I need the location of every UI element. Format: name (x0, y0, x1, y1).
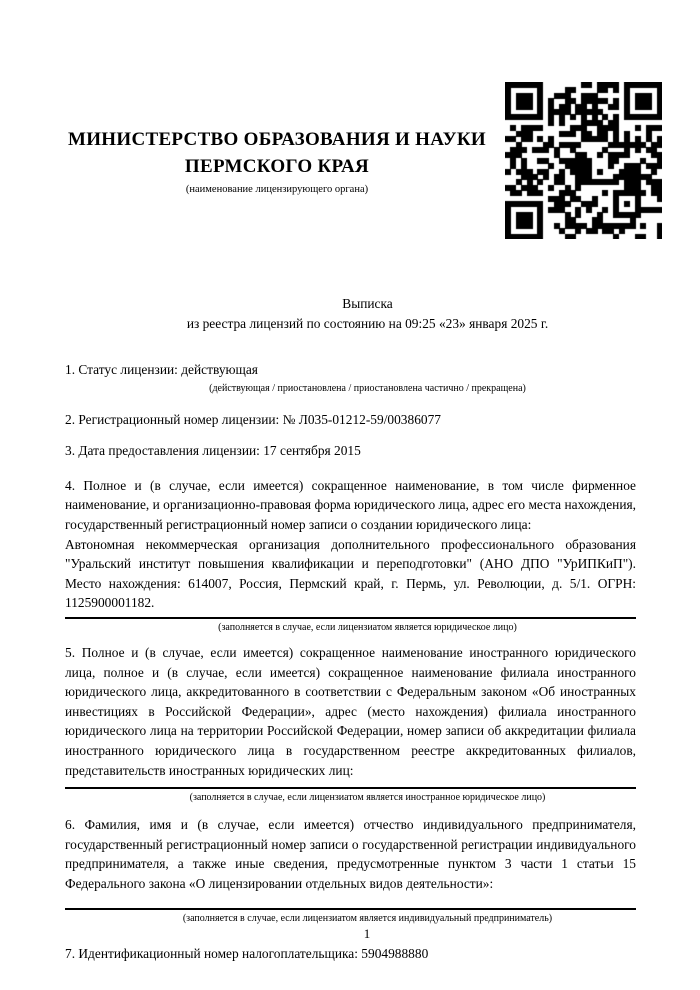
item-foreign-entity-caption: (заполняется в случае, если лицензиатом является иностранное юридическое лицо) (189, 792, 546, 804)
item-legal-entity-caption: (заполняется в случае, если лицензиатом является юридическое лицо) (218, 621, 517, 633)
item-legal-entity-value: Автономная некоммерческая организация дополнительного профессионального образования "Уральский институт повышения квалификации и переподготовки" (АНО ДПО "УрИПКиП"). Место нахождения: 614007, Россия, Пермский край, г. Пермь, ул. Революции, д. 5/1. ОГРН: 1125900001182. (65, 535, 636, 619)
ministry-caption: (наименование лицензирующего органа) (185, 184, 369, 195)
blank-fill-line (65, 893, 636, 910)
item-individual-entrepreneur (65, 815, 636, 925)
ministry-name-line2: ПЕРМСКОГО КРАЯ (184, 156, 370, 177)
licensing-authority-header (65, 0, 489, 196)
item-registration-number: 2. Регистрационный номер лицензии: № Л035-01212-59/00386077 (65, 411, 441, 427)
item-foreign-entity-label: 5. Полное и (в случае, если имеется) сокращенное наименование иностранного юридического лица, полное и (в случае, если имеется) сокращенное наименование филиала иностранного юридического лица, аккредитованного в соответствии с Федеральным законом «Об иностранных инвестициях в Российской Федерации», адрес (место нахождения) филиала иностранного юридического лица на территории Российской Федерации, номер записи об аккредитации филиала иностранного юридического лица в государственном реестре аккредитованных филиалов, представительств иностранных юридических лиц: (65, 644, 636, 778)
item-foreign-entity (65, 643, 636, 804)
item-license-status-caption: (действующая / приостановлена / приостановлена частично / прекращена) (209, 382, 526, 394)
item-license-grant-date: 3. Дата предоставления лицензии: 17 сентября 2015 (65, 443, 361, 459)
item-license-status: 1. Статус лицензии: действующая (65, 362, 258, 377)
document-title-line1: Выписка (342, 296, 393, 311)
document-title-line2: из реестра лицензий по состоянию на 09:25 «23» января 2025 г. (186, 316, 549, 331)
page-number: 1 (363, 926, 371, 941)
ministry-name-line1: МИНИСТЕРСТВО ОБРАЗОВАНИЯ И НАУКИ (67, 129, 487, 150)
item-individual-entrepreneur-label: 6. Фамилия, имя и (в случае, если имеется) отчество индивидуального предпринимателя, государственный регистрационный номер записи о государственной регистрации индивидуального предпринимателя, а также иные сведения, предусмотренные пунктом 3 части 1 статьи 15 Федерального закона «О лицензировании отдельных видов деятельности»: (65, 817, 636, 891)
blank-fill-line (65, 780, 636, 789)
document-title (82, 294, 653, 334)
item-taxpayer-number: 7. Идентификационный номер налогоплательщика: 5904988880 (65, 946, 429, 962)
item-individual-entrepreneur-caption: (заполняется в случае, если лицензиатом является индивидуальный предприниматель) (182, 913, 553, 925)
item-legal-entity-label: 4. Полное и (в случае, если имеется) сокращенное наименование, в том числе фирменное наименование, и организационно-правовая форма юридического лица, адрес его места нахождения, государственный регистрационный номер записи о создании юридического лица: (65, 477, 636, 532)
item-legal-entity (65, 476, 636, 634)
